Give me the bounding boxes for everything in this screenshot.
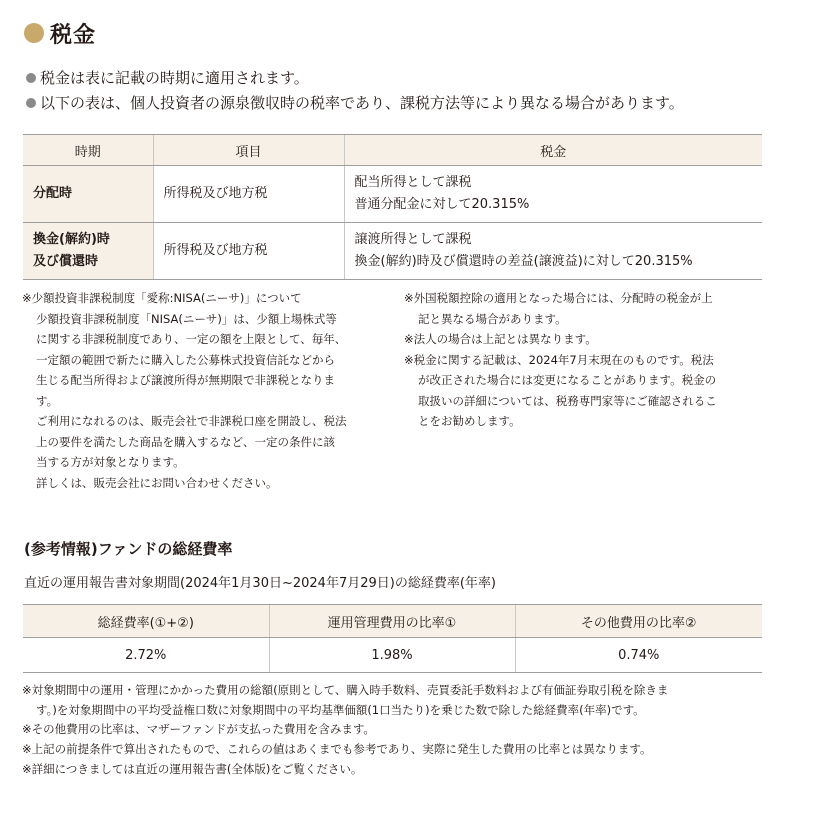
tax-line: 譲渡所得として課税 [354,232,472,247]
nisa-notes [22,288,392,493]
note-heading: ※少額投資非課税制度「愛称:NISA(ニーサ)」について [22,291,302,305]
row-tax [344,223,762,280]
note-line: が改正された場合には変更になることがあります。税金の [418,373,717,387]
note-line: ※税金に関する記載は、2024年7月末現在のものです。税法 [404,352,714,367]
row-item: 所得税及び地方税 [153,223,344,280]
header-tax: 税金 [344,135,762,166]
note-line: ※その他費用の比率は、マザーファンドが支払った費用を含みます。 [22,722,375,737]
row-period [23,166,153,223]
period-text: 換金(解約)時 [33,232,110,247]
note-line: す。 [36,393,59,408]
tax-line: 配当所得として課税 [354,175,472,190]
period-text: 分配時 [33,186,73,201]
total-ratio-value: 2.72% [23,638,269,673]
note-line: とをお勧めします。 [418,414,521,428]
note-line: ※上記の前提条件で算出されたもので、これらの値はあくまでも参考であり、実際に発生した費用の比率とは異なります。 [22,742,652,757]
header-management-ratio: 運用管理費用の比率① [269,605,515,638]
tax-line: 換金(解約)時及び償還時の差益(譲渡益)に対して20.315% [354,254,693,269]
row-period [23,223,153,280]
bullet-dot-icon [26,98,36,108]
note-line: ※詳細につきましては直近の運用報告書(全体版)をご覧ください。 [22,761,363,776]
note-line: ご利用になれるのは、販売会社で非課税口座を開設し、税法 [36,414,347,428]
bullet-text: 以下の表は、個人投資者の源泉徴収時の税率であり、課税方法等により異なる場合があります。 [40,94,684,112]
note-line: 当する方が対象となります。 [36,455,185,469]
page-title: 税金 [50,22,97,48]
other-ratio-value: 0.74% [515,638,762,673]
period-text: 及び償還時 [33,254,99,269]
row-tax [344,166,762,223]
note-line: 詳しくは、販売会社にお問い合わせください。 [36,475,278,490]
fee-header-row [23,605,762,638]
note-line: 生じる配当所得および譲渡所得が無期限で非課税となりま [36,373,335,387]
table-row [23,166,762,223]
note-line: ※外国税額控除の適用となった場合には、分配時の税金が上 [404,291,713,305]
note-line: 一定額の範囲で新たに購入した公募株式投資信託などから [36,352,335,367]
reference-subtitle: 直近の運用報告書対象期間(2024年1月30日~2024年7月29日)の総経費率(年率) [24,576,496,591]
note-line: ※対象期間中の運用・管理にかかった費用の総額(原則として、購入時手数料、売買委託手数料および有価証券取引税を除きま [22,683,669,697]
table-row [23,223,762,280]
bullet-item [26,91,806,116]
bullet-dot-icon [26,73,36,83]
intro-bullets [26,66,806,116]
bullet-item [26,66,806,91]
title-bullet-icon [24,23,44,43]
note-line: に関する非課税制度であり、一定の額を上限として、毎年、 [36,332,347,346]
header-other-ratio: その他費用の比率② [515,605,762,638]
management-ratio-value: 1.98% [269,638,515,673]
bullet-text: 税金は表に記載の時期に適用されます。 [40,69,309,87]
table-row [23,638,762,673]
tax-notes [404,288,764,432]
tax-line: 普通分配金に対して20.315% [354,197,530,212]
note-line: 取扱いの詳細については、税務専門家等にご確認されるこ [418,393,717,408]
header-total-ratio: 総経費率(①+②) [23,605,269,638]
header-period: 時期 [23,135,153,166]
row-item: 所得税及び地方税 [153,166,344,223]
note-line: 少額投資非課税制度「NISA(ニーサ)」は、少額上場株式等 [36,311,337,326]
tax-table-header-row [23,135,762,166]
expense-ratio-table [23,604,762,673]
tax-table [23,134,762,280]
expense-notes [22,681,772,780]
note-line: 記と異なる場合があります。 [418,311,567,326]
reference-title: (参考情報)ファンドの総経費率 [24,540,233,558]
header-item: 項目 [153,135,344,166]
note-line: 上の要件を満たした商品を購入するなど、一定の条件に該 [36,434,335,449]
section-title [24,18,96,48]
note-line: す。)を対象期間中の平均受益権口数に対象期間中の平均基準価額(1口当たり)を乗じた数で除した総経費率(年率)です。 [36,702,645,717]
note-line: ※法人の場合は上記とは異なります。 [404,332,597,346]
